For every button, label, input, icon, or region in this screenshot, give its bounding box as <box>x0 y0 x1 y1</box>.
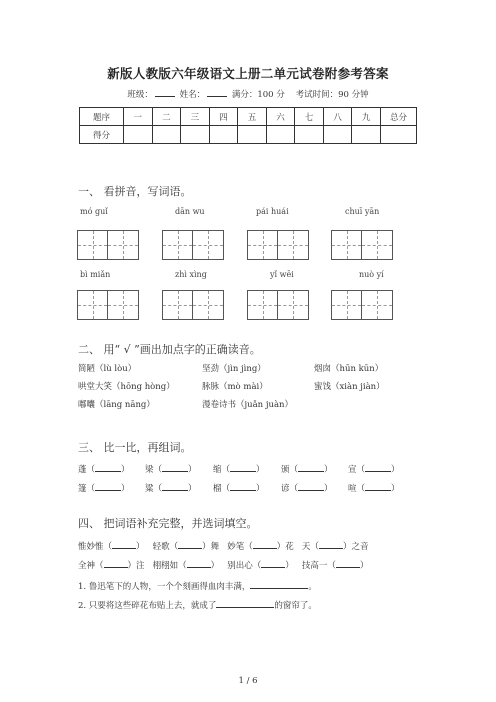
word-group-row <box>281 463 333 475</box>
score-input-cell[interactable] <box>152 126 181 144</box>
score-table-score-row <box>80 126 417 144</box>
score-cell: 一 <box>124 108 153 126</box>
idiom-text: ） <box>359 561 369 571</box>
paren-close: ） <box>324 465 333 475</box>
idiom-text: 全神（ <box>78 561 104 571</box>
answer-blank[interactable] <box>319 540 343 549</box>
answer-blank[interactable] <box>230 482 256 491</box>
word-group-row <box>281 482 333 494</box>
class-blank <box>155 96 175 97</box>
reading-item[interactable]: 脉脉（mò mài） <box>202 382 268 392</box>
char-item: 蓬（ <box>78 465 96 475</box>
idiom-text: ）之音 <box>342 542 369 552</box>
writing-grid[interactable] <box>331 290 393 320</box>
paren-close: ） <box>188 465 197 475</box>
writing-grid[interactable] <box>77 230 139 260</box>
answer-blank[interactable] <box>298 463 324 472</box>
writing-grid[interactable] <box>77 290 139 320</box>
char-item: 缩（ <box>213 465 231 475</box>
score-cell: 九 <box>352 108 381 126</box>
reading-item[interactable]: 蜜饯（xiàn jiàn） <box>314 382 385 392</box>
char-item: 粱（ <box>145 484 163 494</box>
pinyin-label: yǐ wēi <box>270 270 294 279</box>
score-input-cell[interactable] <box>209 126 238 144</box>
char-item: 颁（ <box>281 465 299 475</box>
section3-heading: 三、 比一比，再组词。 <box>78 441 192 454</box>
score-input-cell[interactable] <box>295 126 324 144</box>
score-input-cell[interactable] <box>181 126 210 144</box>
answer-blank[interactable] <box>104 559 128 568</box>
reading-item[interactable]: 坚劲（jìn jìng） <box>202 364 266 374</box>
answer-blank[interactable] <box>365 463 391 472</box>
pinyin-label: zhì xìng <box>175 270 207 279</box>
pinyin-label: dān wu <box>175 207 205 216</box>
word-group-row <box>348 482 400 494</box>
char-item: 喧（ <box>348 484 366 494</box>
idiom-text: 妙笔（ <box>227 542 253 552</box>
word-group-row <box>213 482 265 494</box>
reading-item[interactable]: 简陋（lù lòu） <box>78 364 137 374</box>
idiom-text: 栩栩如（ <box>152 561 187 571</box>
answer-blank[interactable] <box>187 559 211 568</box>
answer-blank[interactable] <box>336 559 360 568</box>
score-cell: 六 <box>266 108 295 126</box>
answer-blank[interactable] <box>298 482 324 491</box>
writing-grid[interactable] <box>247 290 309 320</box>
word-group-row <box>213 463 265 475</box>
section1-heading: 一、 看拼音，写词语。 <box>78 185 192 198</box>
pinyin-label: bì miǎn <box>80 270 111 279</box>
paren-close: ） <box>256 484 265 494</box>
exam-info-line <box>0 88 496 100</box>
answer-blank[interactable] <box>162 463 188 472</box>
score-input-cell[interactable] <box>323 126 352 144</box>
score-cell: 七 <box>295 108 324 126</box>
answer-blank[interactable] <box>230 463 256 472</box>
char-item: 梁（ <box>145 465 163 475</box>
score-table-header-row <box>80 108 417 126</box>
section2-heading: 二、 用“ √ ”画出加点字的正确读音。 <box>78 343 261 356</box>
score-cell: 二 <box>152 108 181 126</box>
answer-blank[interactable] <box>261 559 285 568</box>
exam-time: 考试时间：90 分钟 <box>295 90 369 100</box>
writing-grid[interactable] <box>331 230 393 260</box>
answer-blank[interactable] <box>250 580 308 589</box>
question-text: 的窗帘了。 <box>274 601 317 611</box>
pinyin-label: nuò yí <box>359 270 384 279</box>
reading-item[interactable]: 嘟囔（lāng nāng） <box>78 400 155 410</box>
idiom-text: 惟妙惟（ <box>78 542 113 552</box>
idiom-text: ） <box>210 561 220 571</box>
idiom-text: 天（ <box>301 542 319 552</box>
idiom-text: ）花 <box>276 542 294 552</box>
reading-item[interactable]: 漫卷诗书（juǎn juàn） <box>202 400 294 410</box>
word-group-row <box>348 463 400 475</box>
score-cell: 四 <box>209 108 238 126</box>
fill-question-2 <box>78 599 317 611</box>
paren-close: ） <box>121 465 130 475</box>
idiom-text: 技高一（ <box>301 561 336 571</box>
idiom-text: ） <box>285 561 294 571</box>
score-input-cell[interactable] <box>238 126 267 144</box>
pinyin-label: pái huái <box>256 207 289 216</box>
paren-close: ） <box>391 484 400 494</box>
pinyin-label: mó guǐ <box>80 207 108 216</box>
answer-blank[interactable] <box>95 482 121 491</box>
document-title: 新版人教版六年级语文上册二单元试卷附参考答案 <box>107 66 389 81</box>
idiom-row <box>78 540 368 552</box>
question-text: 1. 鲁迅笔下的人物，一个个刻画得血肉丰满， <box>78 582 251 592</box>
pinyin-label: chuī yān <box>345 207 380 216</box>
class-label: 班级： <box>127 90 153 100</box>
reading-item[interactable]: 哄堂大笑（hōng hòng） <box>78 382 175 392</box>
score-cell: 八 <box>323 108 352 126</box>
score-cell: 五 <box>238 108 267 126</box>
reading-item[interactable]: 烟囱（hūn kūn） <box>314 364 384 374</box>
idiom-text: ）舞 <box>202 542 220 552</box>
answer-blank[interactable] <box>95 463 121 472</box>
answer-blank[interactable] <box>216 599 274 608</box>
score-input-cell[interactable] <box>124 126 153 144</box>
word-group-row <box>78 463 130 475</box>
word-group-row <box>145 482 197 494</box>
name-label: 姓名： <box>179 90 206 100</box>
paren-close: ） <box>256 465 265 475</box>
paren-close: ） <box>324 484 333 494</box>
score-cell: 三 <box>181 108 210 126</box>
idiom-row <box>78 559 368 571</box>
score-input-cell[interactable] <box>352 126 381 144</box>
idiom-text: 别出心（ <box>227 561 262 571</box>
score-table <box>79 107 417 144</box>
answer-blank[interactable] <box>178 540 202 549</box>
section4-heading: 四、 把词语补充完整，并选词填空。 <box>78 517 258 530</box>
question-text: 2. 只要将这些碎花布贴上去，就成了 <box>78 601 217 611</box>
score-cell: 题序 <box>80 108 124 126</box>
idiom-text: 轻歌（ <box>152 542 179 552</box>
score-cell: 总分 <box>381 108 417 126</box>
paren-close: ） <box>121 484 130 494</box>
word-group-row <box>78 482 130 494</box>
writing-grid[interactable] <box>162 290 224 320</box>
score-input-cell[interactable] <box>381 126 417 144</box>
answer-blank[interactable] <box>253 540 277 549</box>
score-cell: 得分 <box>80 126 124 144</box>
word-group-row <box>145 463 197 475</box>
paren-close: ） <box>391 465 400 475</box>
char-item: 榴（ <box>213 484 231 494</box>
full-score: 满分：100 分 <box>231 90 285 100</box>
char-item: 宣（ <box>348 465 366 475</box>
paren-close: ） <box>188 484 197 494</box>
question-text: 。 <box>308 582 317 592</box>
page-number: 1 / 6 <box>238 676 258 686</box>
fill-question-1 <box>78 580 317 592</box>
idiom-text: ）注 <box>127 561 145 571</box>
score-input-cell[interactable] <box>266 126 295 144</box>
answer-blank[interactable] <box>162 482 188 491</box>
idiom-text: ） <box>136 542 145 552</box>
writing-grid[interactable] <box>162 230 224 260</box>
answer-blank[interactable] <box>365 482 391 491</box>
char-item: 篷（ <box>78 484 96 494</box>
char-item: 谚（ <box>281 484 299 494</box>
name-blank <box>207 96 227 97</box>
answer-blank[interactable] <box>112 540 136 549</box>
writing-grid[interactable] <box>247 230 309 260</box>
